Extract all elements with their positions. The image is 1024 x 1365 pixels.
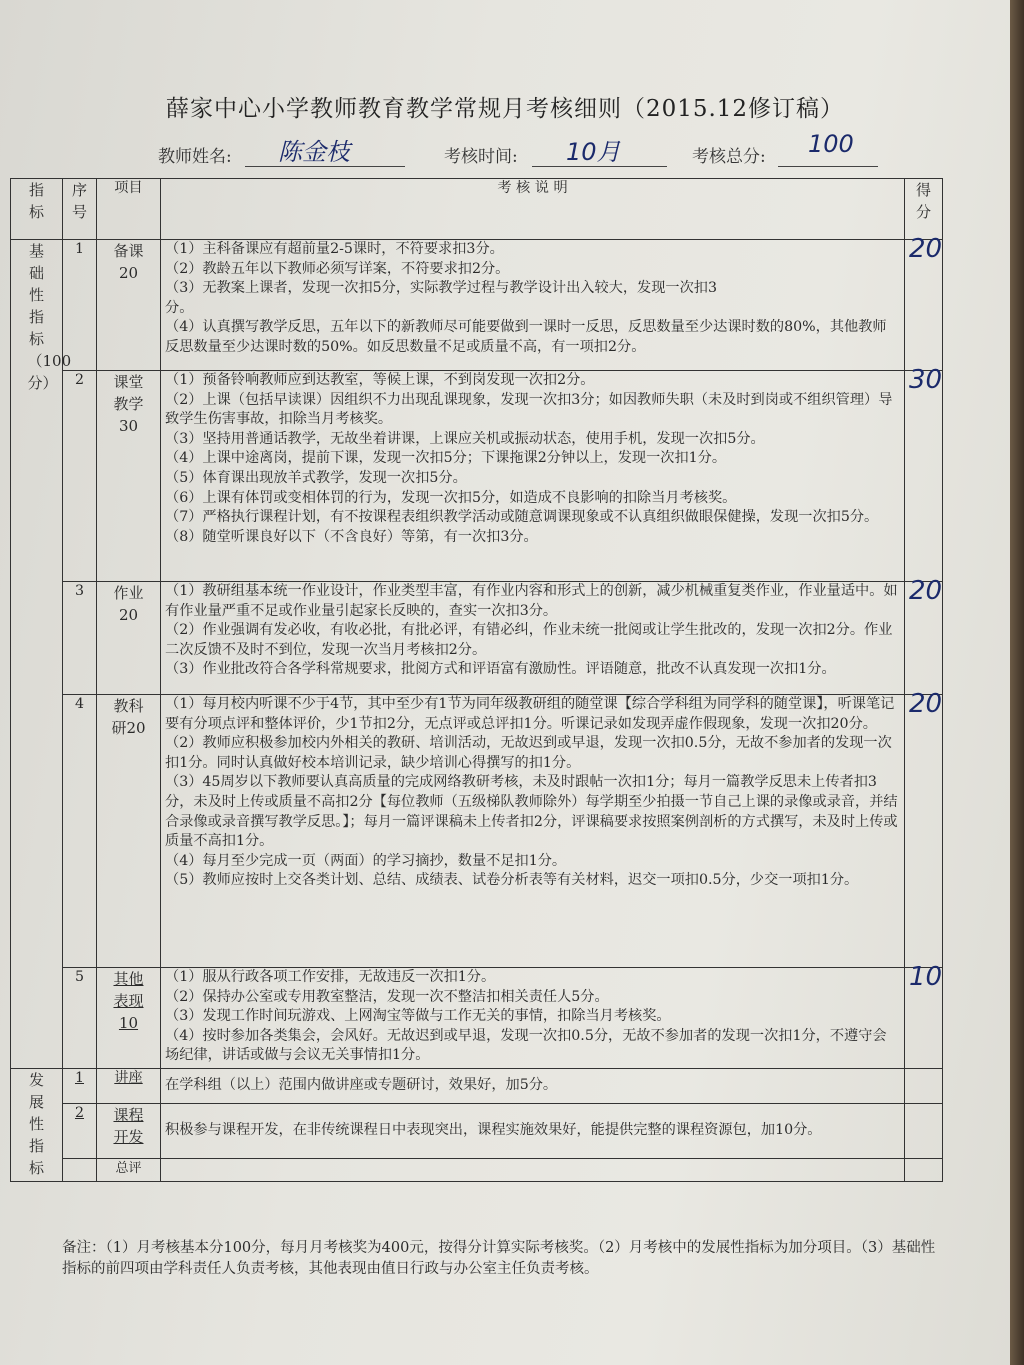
header-item: 项目 [97, 179, 161, 240]
table-row [11, 240, 943, 371]
document-title: 薛家中心小学教师教育教学常规月考核细则（2015.12修订稿） [165, 96, 845, 122]
row-score: 20 [905, 582, 943, 695]
row-score [905, 1069, 943, 1104]
table-row [11, 371, 943, 582]
row-item: 作业20 [97, 582, 161, 695]
background-edge [1010, 0, 1024, 1365]
teacher-name-label: 教师姓名: [158, 147, 232, 167]
dev-indicator-group: 发展性指标 [11, 1069, 63, 1182]
summary-row [11, 1159, 943, 1182]
row-seq: 1 [63, 1069, 97, 1104]
time-underline [532, 166, 667, 167]
table-row [11, 968, 943, 1069]
teacher-name-value: 陈金枝 [278, 138, 350, 166]
row-item: 课程开发 [97, 1104, 161, 1159]
table-row [11, 1069, 943, 1104]
table-header-row [11, 179, 943, 240]
row-desc: （1）教研组基本统一作业设计，作业类型丰富，有作业内容和形式上的创新，减少机械重复类作业，作业量适中。如有作业量严重不足或作业量引起家长反映的，查实一次扣3分。 （2）作业强调有发必收，有收必批，有批必评，有错必纠，作业未统一批阅或让学生批改的，发现一次扣2分。作业二次反馈不及时不到位，发现一次当月考核扣2分。 （3）作业批改符合各学科常规要求，批阅方式和评语富有激励性。评语随意，批改不认真发现一次扣1分。 [161, 582, 905, 695]
summary-score [905, 1159, 943, 1182]
row-desc: 积极参与课程开发，在非传统课程日中表现突出，课程实施效果好，能提供完整的课程资源包，加10分。 [161, 1104, 905, 1159]
row-score: 20 [905, 695, 943, 968]
row-desc: （1）主科备课应有超前量2-5课时，不符要求扣3分。 （2）教龄五年以下教师必须写详案，不符要求扣2分。 （3）无教案上课者，发现一次扣5分，实际教学过程与教学设计出入较大，发现一次扣3 分。 （4）认真撰写教学反思，五年以下的新教师尽可能要做到一课时一反思，反思数量至少达课时数的80%，其他教师反思数量至少达课时数的50%。如反思数量不足或质量不高，有一项扣2分。 [161, 240, 905, 371]
header-desc: 考 核 说 明 [161, 179, 905, 240]
row-item: 教科研20 [97, 695, 161, 968]
row-score: 20 [905, 240, 943, 371]
summary-seq [63, 1159, 97, 1182]
teacher-name-underline [245, 166, 405, 167]
row-desc: （1）每月校内听课不少于4节，其中至少有1节为同年级教研组的随堂课【综合学科组为同学科的随堂课】，听课笔记要有分项点评和整体评价，少1节扣2分，无点评或总评扣1分。听课记录如发现弄虚作假现象，发现一次扣20分。 （2）教师应积极参加校内外相关的教研、培训活动，无故迟到或早退，发现一次扣0.5分，无故不参加者的发现一次扣1分。同时认真做好校本培训记录，缺少培训心得撰写的扣1分。 （3）45周岁以下教师要认真高质量的完成网络教研考核，未及时跟帖一次扣1分；每月一篇教学反思未上传者扣3分，未及时上传或质量不高扣2分【每位教师（五级梯队教师除外）每学期至少拍摄一节自己上课的录像或录音，并结合录像或录音撰写教学反思。】；每月一篇评课稿未上传者扣2分，评课稿要求按照案例剖析的方式撰写，未及时上传或质量不高扣1分。 （4）每月至少完成一页（两面）的学习摘抄，数量不足扣1分。 （5）教师应按时上交各类计划、总结、成绩表、试卷分析表等有关材料，迟交一项扣0.5分，少交一项扣1分。 [161, 695, 905, 968]
total-label: 考核总分: [692, 147, 766, 167]
row-seq: 5 [63, 968, 97, 1069]
table-row [11, 1104, 943, 1159]
row-item: 课堂教学30 [97, 371, 161, 582]
time-label: 考核时间: [444, 147, 518, 167]
header-indicator: 指标 [11, 179, 63, 240]
summary-label: 总评 [97, 1159, 161, 1182]
header-seq: 序号 [63, 179, 97, 240]
row-score: 10 [905, 968, 943, 1069]
total-underline [778, 166, 878, 167]
basic-indicator-group: 基础性指标（100分） [11, 240, 63, 1069]
header-score: 得分 [905, 179, 943, 240]
row-score [905, 1104, 943, 1159]
row-score: 30 [905, 371, 943, 582]
row-seq: 4 [63, 695, 97, 968]
assessment-table [10, 178, 943, 1182]
row-item: 其他表现10 [97, 968, 161, 1069]
footnote: 备注：（1）月考核基本分100分，每月月考核奖为400元，按得分计算实际考核奖。（2）月考核中的发展性指标为加分项目。（3）基础性指标的前四项由学科责任人负责考核，其他表现由值日行政与办公室主任负责考核。 [62, 1240, 936, 1277]
row-desc: （1）服从行政各项工作安排，无故违反一次扣1分。 （2）保持办公室或专用教室整洁，发现一次不整洁扣相关责任人5分。 （3）发现工作时间玩游戏、上网淘宝等做与工作无关的事情，扣除当月考核奖。 （4）按时参加各类集会，会风好。无故迟到或早退，发现一次扣0.5分，无故不参加者的发现一次扣1分，不遵守会场纪律，讲话或做与会议无关事情扣1分。 [161, 968, 905, 1069]
time-value: 10月 [566, 138, 621, 166]
row-desc: （1）预备铃响教师应到达教室，等候上课，不到岗发现一次扣2分。 （2）上课（包括早读课）因组织不力出现乱课现象，发现一次扣3分；如因教师失职（未及时到岗或不组织管理）导致学生伤害事故，扣除当月考核奖。 （3）坚持用普通话教学，无故坐着讲课，上课应关机或振动状态，使用手机，发现一次扣5分。 （4）上课中途离岗，提前下课，发现一次扣5分；下课拖课2分钟以上，发现一次扣1分。 （5）体育课出现放羊式教学，发现一次扣5分。 （6）上课有体罚或变相体罚的行为，发现一次扣5分，如造成不良影响的扣除当月考核奖。 （7）严格执行课程计划，有不按课程表组织教学活动或随意调课现象或不认真组织做眼保健操，发现一次扣5分。 （8）随堂听课良好以下（不含良好）等第，有一次扣3分。 [161, 371, 905, 582]
row-item: 备课20 [97, 240, 161, 371]
row-seq: 3 [63, 582, 97, 695]
row-seq: 1 [63, 240, 97, 371]
summary-desc [161, 1159, 905, 1182]
row-item: 讲座 [97, 1069, 161, 1104]
table-row [11, 695, 943, 968]
row-desc: 在学科组（以上）范围内做讲座或专题研讨，效果好，加5分。 [161, 1069, 905, 1104]
total-value: 100 [808, 130, 854, 158]
row-seq: 2 [63, 371, 97, 582]
row-seq: 2 [63, 1104, 97, 1159]
table-row [11, 582, 943, 695]
